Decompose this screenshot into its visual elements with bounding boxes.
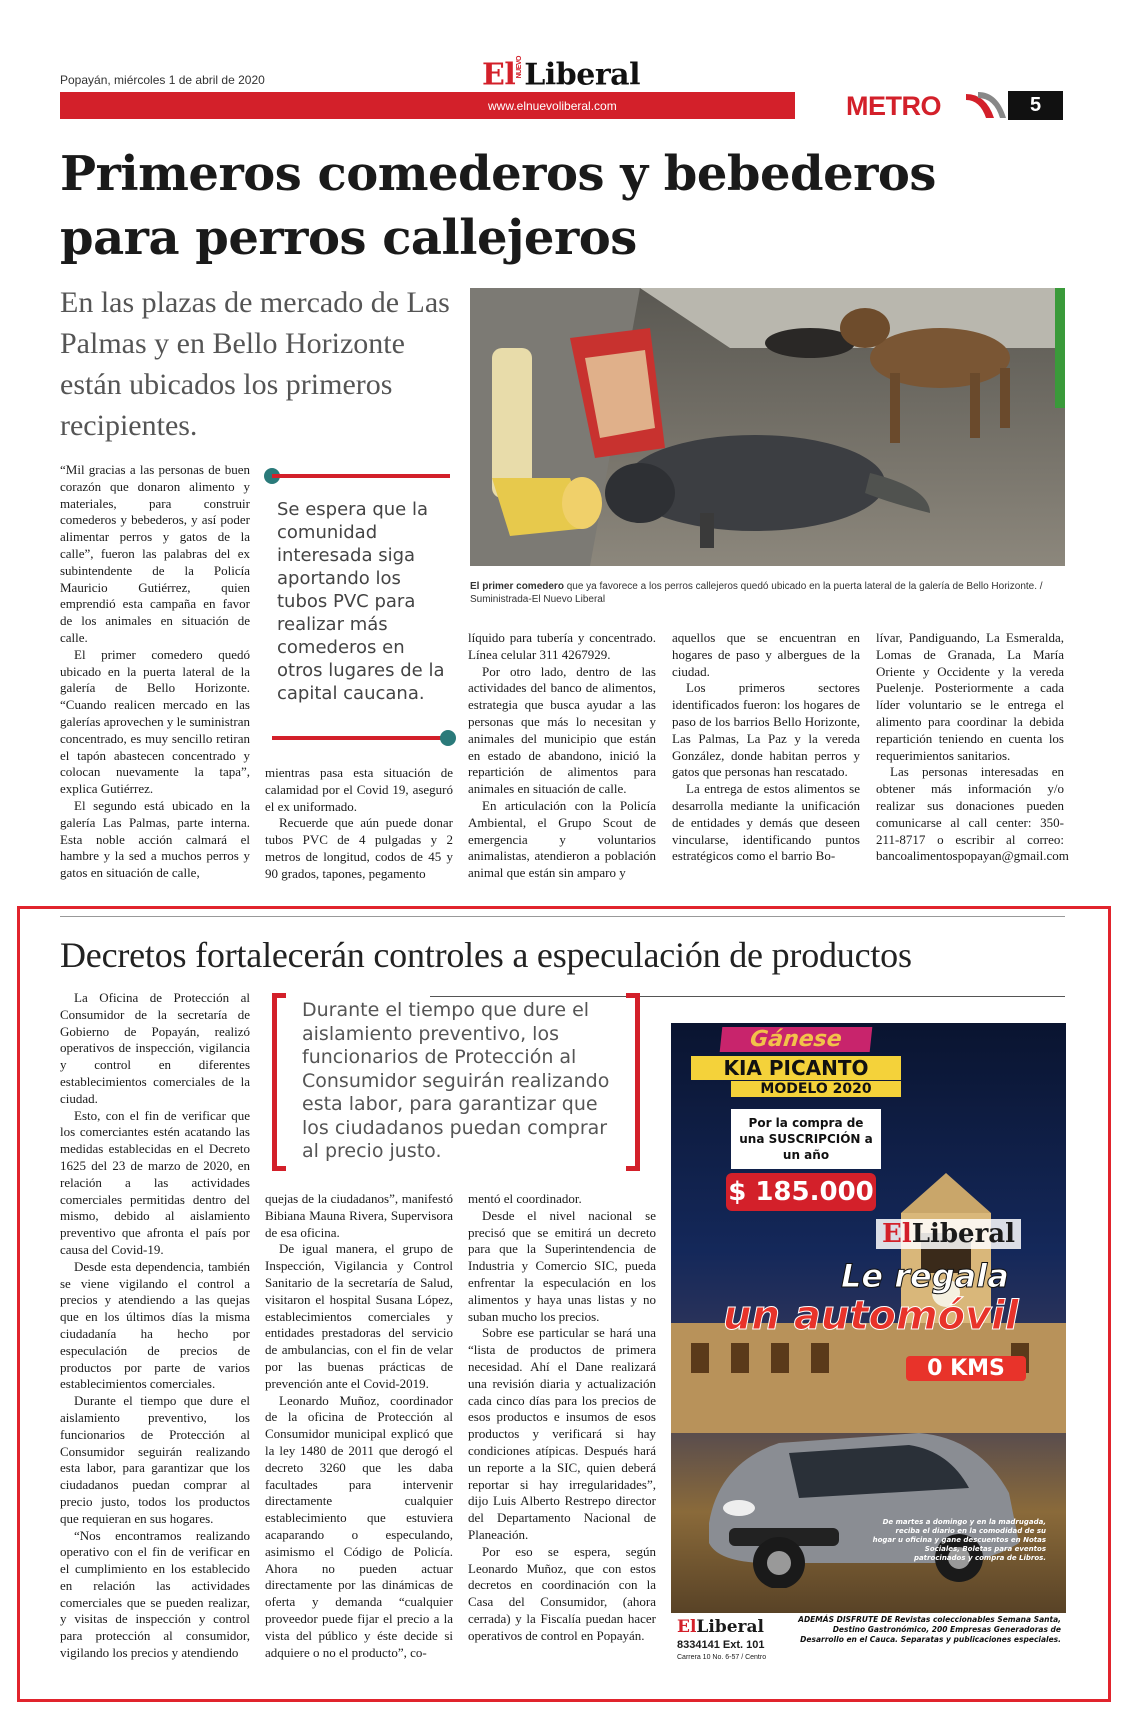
paragraph: “Mil gracias a las personas de buen corazón que donaron alimento y materiales, para construir comederos y bebederos, y así poder alimentar perros y gatos de la calle”, fueron las palabras del ex subintendente de la Policía Mauricio Gutiérrez, quien emprendió esta campaña en favor de los animales en situación de calle. [60,462,250,645]
paragraph: Durante el tiempo que dure el aislamiento preventivo, los funcionarios de Protección al Consumidor seguirán realizando esta labor, para garantizar que los ciudadanos puedan comprar al precio justo, todos los productos que requieran en sus hogares. [60,1393,250,1526]
paragraph: Por eso se espera, según Leonardo Muñoz, que con estos decretos en coordinación con la Casa del Consumidor, (ahora cerrada) y la Fiscalía puedan hacer operativos de control en Popayán. [468,1543,656,1643]
paragraph: Recuerde que aún puede donar tubos PVC de 4 pulgadas y 2 metros de longitud, codos de 45 y 90 grados, tapones, pegamento [265,815,453,881]
ad-price: $ 185.000 [726,1173,876,1211]
article1-pull-quote: Se espera que la comunidad interesada siga aportando los tubos PVC para realizar más comederos en otros lugares de la capital caucana. [272,468,452,718]
article1-headline: Primeros comederos y bebederos para perros callejeros [60,146,936,266]
article2-headline: Decretos fortalecerán controles a especulación de productos [60,935,912,975]
paragraph: Por otro lado, dentro de las actividades del banco de alimentos, estrategia que busca ayudar a las personas que más lo necesitan y animales del municipio que están en estado de abandono, inició la repartición de alimentos para animales en situación de calle. [468,663,656,797]
article1-column-1 [60,462,250,882]
article2-column-1 [60,990,250,1662]
article1-photo-caption: El primer comedero que ya favorece a los perros callejeros quedó ubicado en la puerta lateral de la galería de Bello Horizonte. / Suministrada-El Nuevo Liberal [470,581,1043,605]
site-url[interactable]: www.elnuevoliberal.com [488,99,617,113]
paragraph: “Nos encontramos realizando operativo con el fin de verificar en el cumplimiento en los establecido en relación las actividades comerciales que se pueden realizar, y visitas de inspección y control para protección al consumidor, vigilando los precios y atendiendo [60,1527,250,1661]
paragraph: De igual manera, el grupo de Inspección, Vigilancia y Control Sanitario de la secretaría de Salud, visitaron el hospital Susana López, establecimientos comerciales y entidades prestadoras del servicio de ambulancias, con el fin de velar por las buenas prácticas de prevención ante el Covid-2019. [265,1241,453,1391]
paragraph: En articulación con la Policía Ambiental, el Grupo Scout de emergencia y voluntarios animalistas, atendieron a población animal que están sin amparo y [468,797,656,881]
ad-phone[interactable]: 8334141 Ext. 101 [677,1639,765,1651]
section-swoosh-icon [964,90,1009,120]
article2-column-2 [265,1191,453,1661]
page-number: 5 [1008,91,1063,120]
paragraph: quejas de la ciudadanos”, manifestó Bibiana Mauna Rivera, Supervisora de esa oficina. [265,1191,453,1240]
edition-date: Popayán, miércoles 1 de abril de 2020 [60,73,265,87]
ad-footer: ElLiberal 8334141 Ext. 101 Carrera 10 No. 6-57 / Centro ADEMÁS DISFRUTE DE Revistas coleccionables Semana Santa, Destino Gastronómico, 200 Empresas Generadoras de Desarrollo en el Cauca. Separatas y publicaciones especiales. [671,1613,1066,1675]
paragraph: Desde el nivel nacional se precisó que se emitirá un decreto para que la Superintendencia de Industria y Comercio SIC, pueda enfrentar la especulación en los alimentos y haya unas listas y no suban mucho los precios. [468,1207,656,1324]
article2-pull-quote: Durante el tiempo que dure el aislamiento preventivo, los funcionarios de Protección al Consumidor seguirán realizando esta labor, para garantizar que los ciudadanos puedan comprar al precio justo. [272,993,640,1173]
header-red-bar [60,92,795,119]
paragraph: El primer comedero quedó ubicado en la puerta lateral de la galería de Bello Horizonte. “Cuando realicen mercado en las galerías aprovechen y le suministran concentrado, es muy sencillo retiran el tapón abastecen concentrado y colocan nuevamente la tapa”, explica Gutiérrez. [60,646,250,797]
paragraph: mientras pasa esta situación de calamidad por el Covid 19, aseguró el ex uniformado. [265,765,453,814]
paragraph: mentó el coordinador. [468,1191,582,1206]
article2-column-3 [468,1191,656,1645]
paragraph: aquellos que se encuentran en hogares de paso y albergues de la ciudad. [672,630,860,679]
paragraph: líquido para tubería y concentrado. Línea celular 311 4267929. [468,630,656,662]
paragraph: Esto, con el fin de verificar que los comerciantes estén acatando las medidas establecidas en el Decreto 1625 del 23 de marzo de 2020, en relación a las actividades comerciales permitidas dentro del mismo, debido al aislamiento preventivo que afronta el país por causa del Covid-19. [60,1107,250,1257]
article1-photo [470,288,1065,566]
bracket-right-icon [626,993,640,1171]
paragraph: lívar, Pandiguando, La Esmeralda, Lomas de Granada, La María Oriente y Occidente y la vereda Puelenje. Posteriormente a cada líder voluntario se le entrega el alimento para coordinar la debida repartición teniendo en cuenta los requerimientos sanitarios. [876,630,1064,763]
paragraph: La Oficina de Protección al Consumidor de la secretaría de Gobierno de Popayán, realizó operativos de inspección, vigilancia y control en diferentes establecimientos comerciales de la ciudad. [60,990,250,1106]
paragraph: Los primeros sectores identificados fueron: los hogares de paso de los barrios Bello Horizonte, Las Palmas, La Paz y la vereda González, donde habitan perros y gatos que personas han rescatado. [672,680,860,780]
bracket-left-icon [272,993,286,1171]
article1-column-3 [468,630,656,882]
paragraph: La entrega de estos alimentos se desarrolla mediante la unificación de entidades y demás que deseen vincularse, identificando puntos estratégicos como el barrio Bo- [672,781,860,864]
ad-logo: ElLiberal [876,1219,1021,1249]
newspaper-logo[interactable]: ElNUEVOLiberal [482,56,640,93]
paragraph: El segundo está ubicado en la galería Las Palmas, parte interna. Esta noble acción calmará el hambre y la sed a muchos perros y gatos en situación de calle, [60,797,250,881]
quote-dot-icon [440,730,456,746]
article1-column-5 [876,630,1069,865]
article1-column-2 [265,765,453,883]
paragraph: Las personas interesadas en obtener más información y/o realizar sus donaciones pueden comunicarse al call center: 350-211-8717 o escribir al correo: bancoalimentospopayan@gmail.com [876,764,1069,864]
article1-column-4 [672,630,860,865]
paragraph: Desde esta dependencia, también se viene vigilando el control a precios y atendiendo a las quejas que en los últimos días la misma ciudadanía ha hecho por especulación de precios de productos por parte de varios establecimientos comerciales. [60,1258,250,1392]
article1-dek: En las plazas de mercado de Las Palmas y en Bello Horizonte están ubicados los primeros recipientes. [60,286,450,442]
subscription-advertisement[interactable]: Gánese KIA PICANTO MODELO 2020 Por la compra de una SUSCRIPCIÓN a un año $ 185.000 ElLiberal Le regala un automóvil 0 KMS De martes a domingo y en la madrugada, reciba el diario en la comodidad de su hogar u oficina y gane descuentos en Notas Sociales, Boletas para eventos patrocinados y compra de Libros. ElLiberal 8334141 Ext. 101 Carrera 10 No. 6-57 / Centro ADEMÁS DISFRUTE DE Revistas coleccionables Semana Santa, Destino Gastronómico, 200 Empresas Generadoras de Desarrollo en el Cauca. Separatas y publicaciones especiales. [671,1023,1066,1675]
paragraph: Sobre ese particular se hará una “lista de productos de primera necesidad. Ahí el Dane realizará una revisión diaria y actualización cada cinco días para los precios de esos productos e insumos de esos productos y verificará si hay condiciones atípicas. Después hará un reporte a la SIC, quien deberá reportar si hay irregularidades”, dijo Luis Alberto Restrepo director del Departamento Nacional de Planeación. [468,1325,656,1542]
section-label: METRO [846,91,941,121]
paragraph: Leonardo Muñoz, coordinador de la oficina de Protección al Consumidor municipal explicó que la ley 1480 de 2011 que derogó el decreto 3260 que les daba facultades para intervenir directamente cualquier establecimiento que estuviera acaparando o especulando, asimismo el Código de Policía. Ahora no pueden actuar directamente por las dinámicas de oferta y demanda “cualquier proveedor puede fijar el precio a la vista del público y éste decide si adquiere o no el producto”, co- [265,1392,453,1660]
